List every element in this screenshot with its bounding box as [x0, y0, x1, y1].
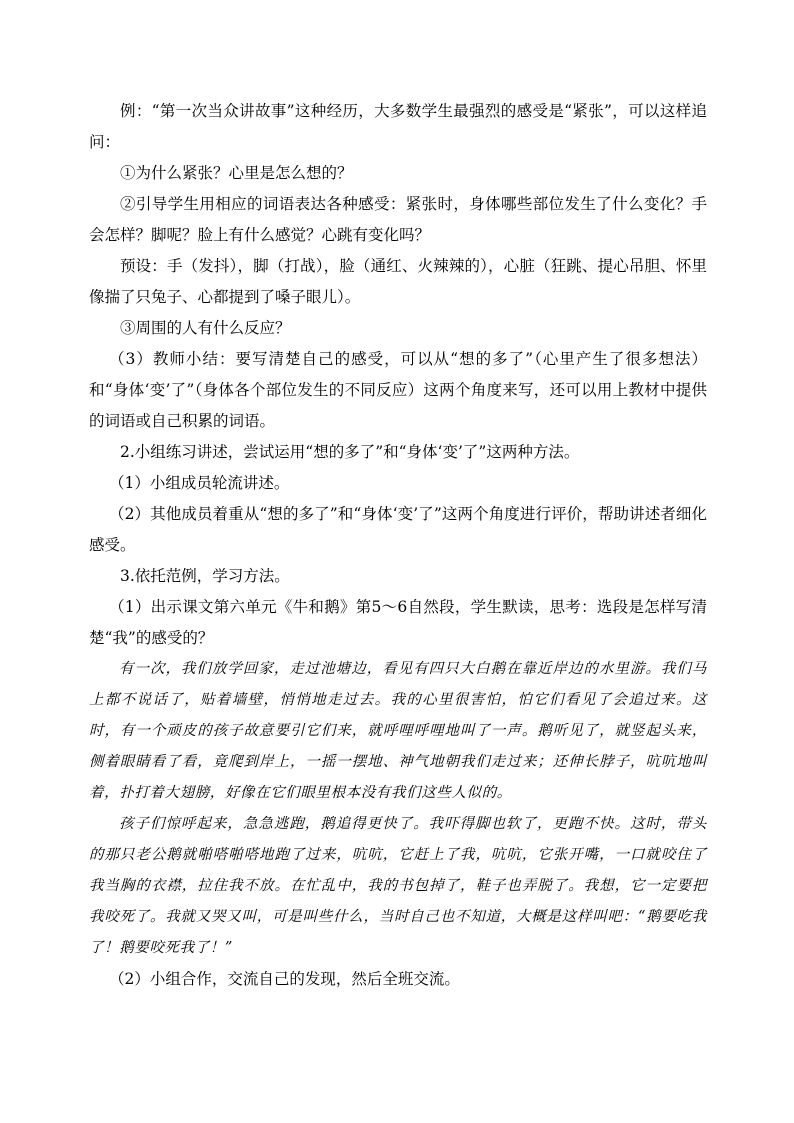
paragraph-show-text: （1）出示课文第六单元《牛和鹅》第5～6自然段，学生默读，思考：选段是怎样写清楚“我”的感受的？ — [89, 598, 707, 647]
paragraph-question-2: ②引导学生用相应的词语表达各种感受：紧张时，身体哪些部位发生了什么变化？手会怎样？脚呢？脸上有什么感觉？心跳有变化吗？ — [89, 195, 707, 244]
paragraph-group-practice: 2.小组练习讲述，尝试运用“想的多了”和“身体‘变’了”这两种方法。 — [120, 443, 580, 461]
document-page — [89, 96, 707, 995]
paragraph-step-2: （2）其他成员着重从“想的多了”和“身体‘变’了”这两个角度进行评价，帮助讲述者细化感受。 — [89, 505, 707, 554]
paragraph-question-3: ③周围的人有什么反应？ — [120, 319, 291, 337]
paragraph-teacher-summary: （3）教师小结：要写清楚自己的感受，可以从“想的多了”（心里产生了很多想法）和“身体‘变’了”（身体各个部位发生的不同反应）这两个角度来写，还可以用上教材中提供的词语或自己积累的词语。 — [89, 350, 707, 430]
paragraph-question-1: ①为什么紧张？心里是怎么想的？ — [120, 164, 353, 182]
paragraph-preset: 预设：手（发抖），脚（打战），脸（通红、火辣辣的），心脏（狂跳、提心吊胆、怀里像揣了只兔子、心都提到了嗓子眼儿）。 — [89, 257, 707, 306]
paragraph-example-intro: 例：“第一次当众讲故事”这种经历，大多数学生最强烈的感受是“紧张”，可以这样追问： — [89, 102, 707, 151]
paragraph-model-method: 3.依托范例，学习方法。 — [120, 567, 290, 585]
excerpt-paragraph-1: 有一次，我们放学回家，走过池塘边，看见有四只大白鹅在靠近岸边的水里游。我们马上都不说话了，贴着墙壁，悄悄地走过去。我的心里很害怕，怕它们看见了会追过来。这时，有一个顽皮的孩子故意要引它们来，就呼哩呼哩地叫了一声。鹅听见了，就竖起头来，侧着眼睛看了看，竟爬到岸上，一摇一摆地、神气地朝我们走过来；还伸长脖子，吭吭地叫着，扑打着大翅膀，好像在它们眼里根本没有我们这些人似的。 — [89, 661, 707, 801]
paragraph-step-1: （1）小组成员轮流讲述。 — [109, 474, 290, 492]
excerpt-paragraph-2: 孩子们惊呼起来，急急逃跑，鹅追得更快了。我吓得脚也软了，更跑不快。这时，带头的那只老公鹅就啪嗒啪嗒地跑了过来，吭吭，它赶上了我，吭吭，它张开嘴，一口就咬住了我当胸的衣襟，拉住我不放。在忙乱中，我的书包掉了，鞋子也弄脱了。我想，它一定要把我咬死了。我就又哭又叫，可是叫些什么，当时自己也不知道，大概是这样叫吧：“鹅要吃我了！鹅要咬死我了！” — [89, 816, 707, 956]
paragraph-closing: （2）小组合作，交流自己的发现，然后全班交流。 — [109, 970, 460, 988]
